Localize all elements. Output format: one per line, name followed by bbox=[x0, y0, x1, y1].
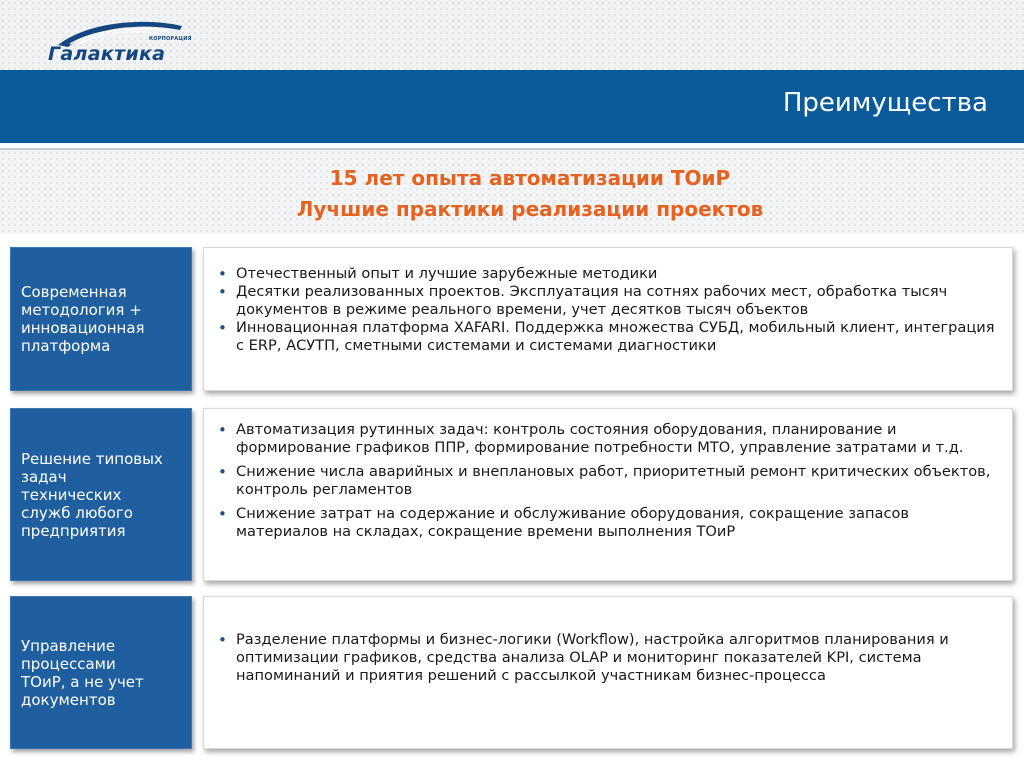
section-label-box-3 bbox=[10, 596, 192, 749]
logo-wordmark: Галактика bbox=[48, 43, 166, 65]
company-logo bbox=[40, 18, 190, 68]
subtitle-line-2: Лучшие практики реализации проектов bbox=[296, 197, 764, 221]
subtitle-line-1: 15 лет опыта автоматизации ТОиР bbox=[329, 166, 731, 190]
section-label-1: Современная методология + инновационная платформа bbox=[21, 283, 145, 355]
bullet-item: • Отечественный опыт и лучшие зарубежные методики bbox=[218, 265, 1002, 283]
bullet-item: • Разделение платформы и бизнес-логики (Workflow), настройка алгоритмов планирования и оптимизации графиков, средства анализа OLAP и мониторинг показателей KPI, система напоминаний и приятия решений с рассылкой участникам бизнес-процесса bbox=[218, 631, 1002, 685]
section-label-box-1 bbox=[10, 247, 192, 391]
bullet-list-1 bbox=[218, 265, 1002, 355]
section-content-box-3 bbox=[203, 596, 1013, 749]
page-title: Преимущества bbox=[782, 88, 988, 118]
bullet-list-3 bbox=[218, 631, 1002, 685]
bullet-item: • Снижение числа аварийных и внеплановых работ, приоритетный ремонт критических объектов, контроль регламентов bbox=[218, 463, 1002, 499]
bullet-item: • Снижение затрат на содержание и обслуживание оборудования, сокращение запасов материалов на складах, сокращение времени выполнения ТОиР bbox=[218, 505, 1002, 541]
logo-tagline: КОРПОРАЦИЯ bbox=[149, 36, 192, 42]
section-label-box-2 bbox=[10, 408, 192, 581]
bullet-item: • Десятки реализованных проектов. Эксплуатация на сотнях рабочих мест, обработка тысяч документов в режиме реального времени, учет десятков тысяч объектов bbox=[218, 283, 1002, 319]
section-label-2: Решение типовых задач технических служб любого предприятия bbox=[21, 449, 163, 540]
section-content-box-2 bbox=[203, 408, 1013, 581]
section-label-3: Управление процессами ТОиР, а не учет документов bbox=[21, 636, 144, 709]
bullet-list-2 bbox=[218, 421, 1002, 541]
section-content-box-1 bbox=[203, 247, 1013, 391]
bullet-item: • Автоматизация рутинных задач: контроль состояния оборудования, планирование и формирование графиков ППР, формирование потребности МТО, управление затратами и т.д. bbox=[218, 421, 1002, 457]
subtitle-background bbox=[0, 150, 1024, 234]
bullet-item: • Инновационная платформа XAFARI. Поддержка множества СУБД, мобильный клиент, интеграция с ERP, АСУТП, сметными системами и системами диагностики bbox=[218, 319, 1002, 355]
